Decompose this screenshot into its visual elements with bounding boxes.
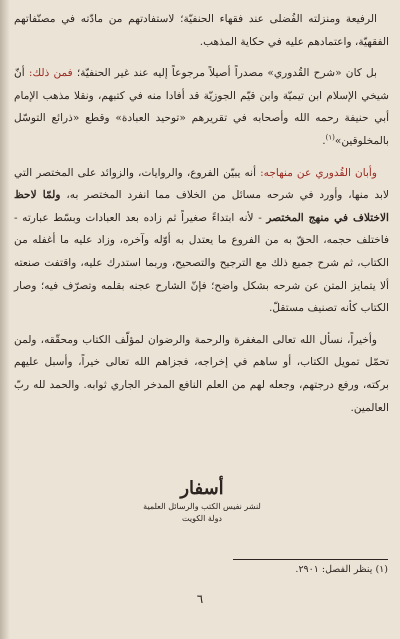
footnote-divider	[233, 559, 388, 560]
p2-line-4: وقطع «ذرائع التوسّل بالمخلوقين»	[14, 112, 389, 147]
page-number: ٦	[196, 592, 204, 606]
footnote-text: ينظر الفصل: ٢٩٠١.	[295, 564, 373, 575]
p1-line-2: الفقهيّة، واعتمادهم عليه في حكاية المذهب.	[199, 35, 389, 48]
p4-line-2: ومحقّقه، ولمن تحمّل تمويل الكتاب، أو ساهم في إخراجه، فجزاهم الله تعالى	[14, 333, 389, 369]
p3-line-3-bold: ولمّا لاحظ الاختلاف في منهج المختصر	[14, 189, 389, 224]
paragraph-4	[14, 329, 389, 419]
page-gutter-shadow	[0, 0, 10, 639]
p3-line-6: وربما استدرك عليه، واقتفت صنعته ألا يتمايز المتن عن شرحه بشكل واضح؛	[14, 256, 390, 292]
footnote-reference: (١)	[325, 133, 335, 142]
p2-line-3: ونقلا مذهب الإمام أبي حنيفة رحمه الله وأصحابه في تقريرهم «توحيد العبادة»	[14, 89, 390, 125]
paragraph-2	[14, 62, 389, 152]
p3-line-5: وآخره، وزاد عليه ما أغفله من الكتاب، ثم شرح جميع ذلك مع الترجيح والتصحيح،	[14, 234, 389, 269]
footnote	[150, 562, 388, 578]
paragraph-3	[14, 162, 389, 320]
p1-line-1: الرفيعة ومنزلته الفُضلى عند فقهاء الحنفيّة؛ لاستفادتهم من مادّته في مصنّفاتهم	[14, 13, 377, 25]
p4-line-3: خيراً، وأسبل عليهم بركته، ورفع درجتهم، وجعله لهم من العلم النافع المدخر	[14, 356, 390, 391]
p3-rubric: وأبان القُدوري عن منهاجه:	[260, 166, 377, 179]
p2-line-1: بل كان «شرح القُدوري» مصدراً أصيلاً مرجوعاً إليه عند غير الحنفيّة؛	[76, 67, 377, 80]
p3-line-2: المختصر التي لابد منها، وأورد في شرحه مسائل من الخلاف مما انفرد المختصر	[14, 166, 390, 202]
logo-subtitle: لنشر نفيس الكتب والرسائل العلمية	[143, 502, 261, 511]
p3-line-1: أنه يبيّن الفروع، والروايات، والزوائد على	[77, 166, 257, 179]
p3-line-3b: - لأنه ابتداءً صغيراً ثم زاده بعد	[125, 211, 267, 224]
p3-line-4: العبادات وبسّط عبارته - فاختلف حجمه، الحقّ به من الفروع ما يعتدل به أوّله	[14, 211, 390, 247]
logo-place: دولة الكويت	[182, 514, 222, 523]
logo-name: أسفار	[180, 478, 224, 499]
main-text	[14, 8, 389, 428]
footnote-marker: (١)	[375, 564, 388, 575]
p2-line-2: أنّ شيخي الإسلام ابن تيميّة وابن قيّم الجوزيّة قد أفادا منه في كتبهم،	[14, 67, 389, 102]
publisher-logo	[142, 478, 262, 536]
p3-line-7: فإنّ الشارح عجنه بقلمه وتصرّف فيه؛ وصار الكتاب كأنه تصنيف مستقلّ.	[14, 279, 389, 315]
p2-line-4-end: .	[322, 134, 326, 147]
paragraph-1	[14, 8, 389, 53]
p4-line-1: وأخيراً، نسأل الله تعالى المغفرة والرحمة والرضوان لمؤلّف الكتاب	[82, 333, 377, 346]
p2-rubric: فمن ذلك:	[28, 67, 73, 80]
p3-line-3a: به،	[60, 189, 79, 202]
p4-line-4: الجاري ثوابه. والحمد لله ربّ العالمين.	[14, 378, 389, 414]
